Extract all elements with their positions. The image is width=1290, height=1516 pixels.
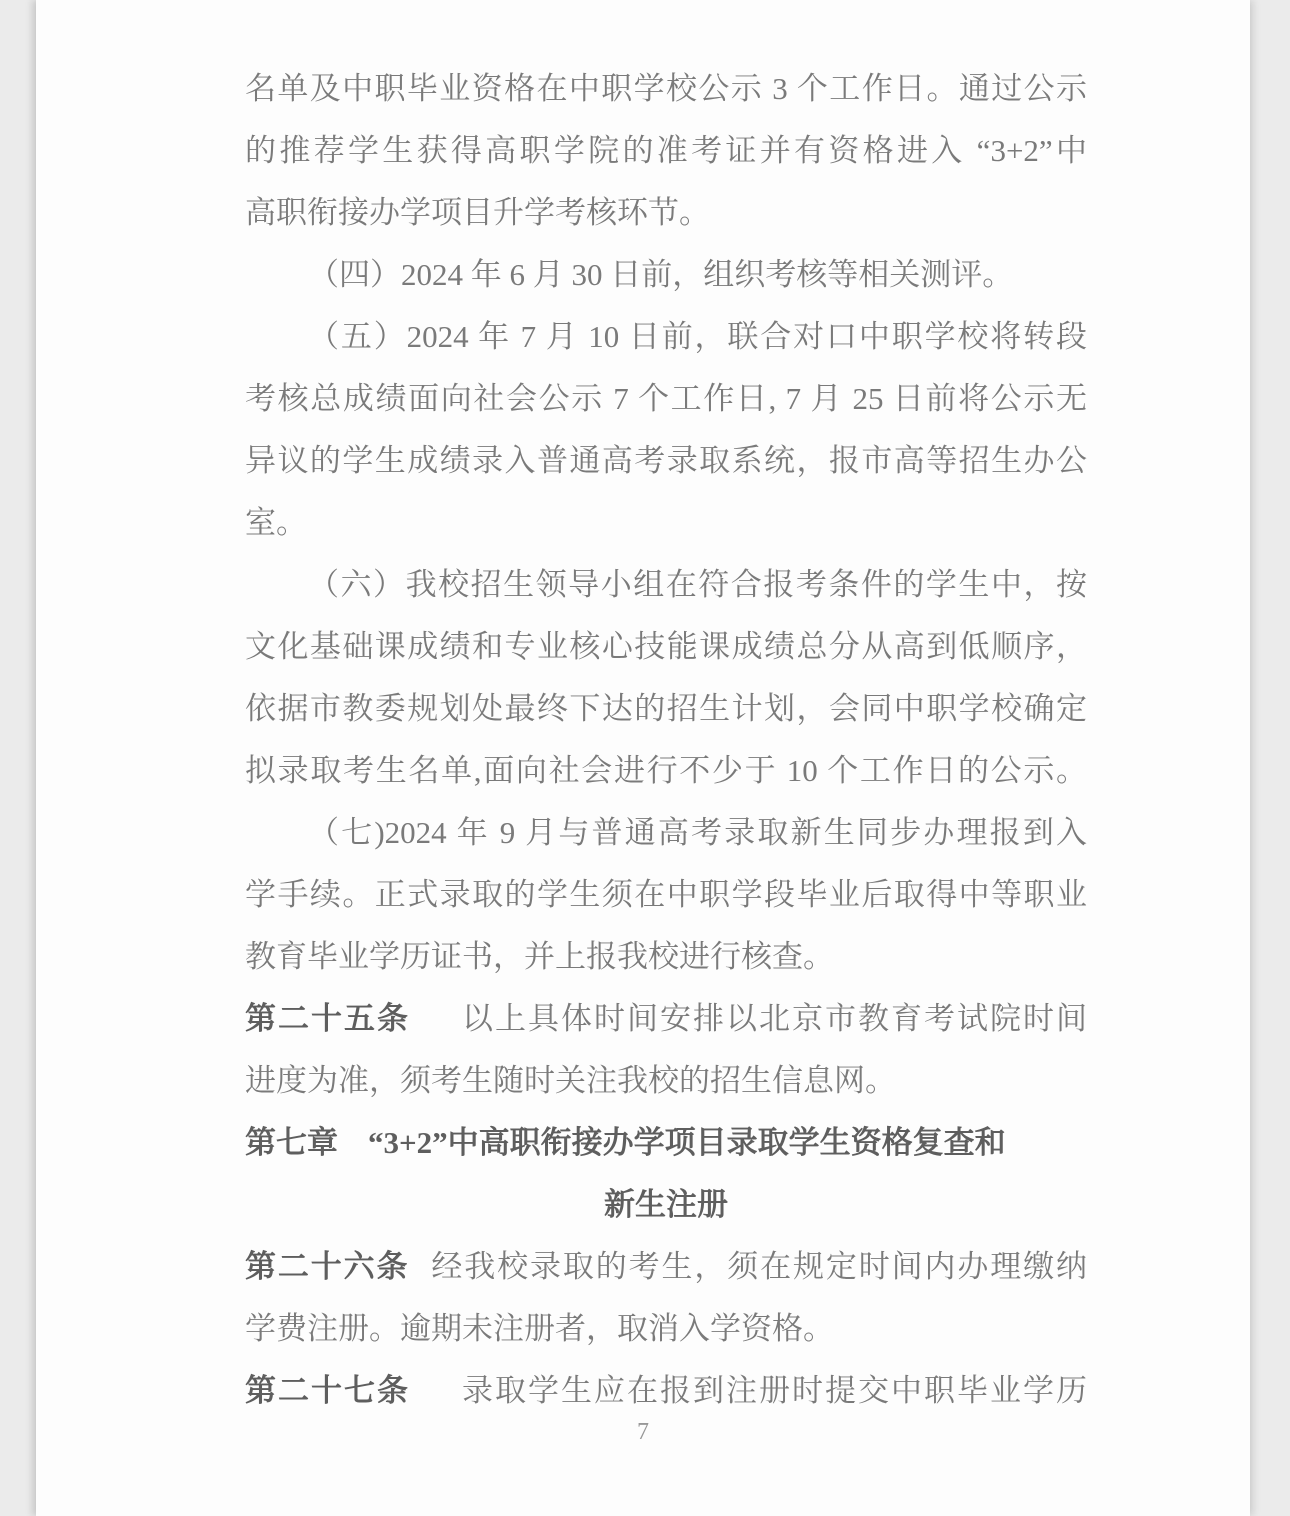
document-line bbox=[245, 1310, 1087, 1354]
document-line bbox=[245, 318, 1087, 362]
document-line bbox=[245, 1062, 1087, 1106]
line-text: 依据市教委规划处最终下达的招生计划，会同中职学校确定 bbox=[245, 691, 1087, 726]
line-text: （五）2024 年 7 月 10 日前，联合对口中职学校将转段 bbox=[308, 319, 1087, 354]
line-text: 室。 bbox=[245, 505, 307, 540]
article-term: 第七章 bbox=[245, 1125, 338, 1160]
line-text: 录取学生应在报到注册时提交中职毕业学历 bbox=[462, 1373, 1087, 1408]
document-line bbox=[245, 132, 1087, 176]
document-line bbox=[245, 1372, 1087, 1416]
line-text: （六）我校招生领导小组在符合报考条件的学生中，按 bbox=[308, 567, 1087, 602]
document-line bbox=[245, 752, 1087, 796]
article-term: 第二十六条 bbox=[245, 1249, 410, 1284]
document-line bbox=[245, 938, 1087, 982]
document-line bbox=[245, 256, 1087, 300]
line-text: 新生注册 bbox=[604, 1187, 728, 1222]
line-text: 高职衔接办学项目升学考核环节。 bbox=[245, 195, 710, 230]
line-text: 进度为准，须考生随时关注我校的招生信息网。 bbox=[245, 1063, 896, 1098]
document-line bbox=[245, 690, 1087, 734]
line-text: 考核总成绩面向社会公示 7 个工作日, 7 月 25 日前将公示无 bbox=[245, 381, 1087, 416]
line-text: 的推荐学生获得高职学院的准考证并有资格进入 “3+2”中 bbox=[245, 133, 1087, 168]
line-text: 文化基础课成绩和专业核心技能课成绩总分从高到低顺序， bbox=[245, 629, 1087, 664]
line-text: 异议的学生成绩录入普通高考录取系统，报市高等招生办公 bbox=[245, 443, 1087, 478]
line-text: （四）2024 年 6 月 30 日前，组织考核等相关测评。 bbox=[308, 257, 1014, 292]
article-term: 第二十五条 bbox=[245, 1001, 410, 1036]
document-line bbox=[245, 70, 1087, 114]
document-line bbox=[245, 628, 1087, 672]
document-line bbox=[245, 876, 1087, 920]
document-line bbox=[245, 1124, 1087, 1168]
line-text: “3+2”中高职衔接办学项目录取学生资格复查和 bbox=[368, 1125, 1006, 1160]
document-line bbox=[245, 380, 1087, 424]
line-text: 名单及中职毕业资格在中职学校公示 3 个工作日。通过公示 bbox=[245, 71, 1087, 106]
document-line bbox=[245, 566, 1087, 610]
paper bbox=[36, 0, 1250, 1516]
document-line bbox=[245, 814, 1087, 858]
page-number: 7 bbox=[637, 1419, 649, 1445]
document-line bbox=[245, 1000, 1087, 1044]
line-text: 经我校录取的考生，须在规定时间内办理缴纳 bbox=[431, 1249, 1087, 1284]
document-line bbox=[245, 1248, 1087, 1292]
line-text: 学费注册。逾期未注册者，取消入学资格。 bbox=[245, 1311, 834, 1346]
line-text: （七)2024 年 9 月与普通高考录取新生同步办理报到入 bbox=[308, 815, 1087, 850]
document-line bbox=[245, 504, 1087, 548]
line-text: 教育毕业学历证书，并上报我校进行核查。 bbox=[245, 939, 834, 974]
line-text: 拟录取考生名单,面向社会进行不少于 10 个工作日的公示。 bbox=[245, 753, 1087, 788]
line-text: 以上具体时间安排以北京市教育考试院时间 bbox=[462, 1001, 1087, 1036]
document-line bbox=[245, 194, 1087, 238]
document-line bbox=[245, 442, 1087, 486]
line-text: 学手续。正式录取的学生须在中职学段毕业后取得中等职业 bbox=[245, 877, 1087, 912]
document-line bbox=[245, 1186, 1087, 1230]
article-term: 第二十七条 bbox=[245, 1373, 410, 1408]
